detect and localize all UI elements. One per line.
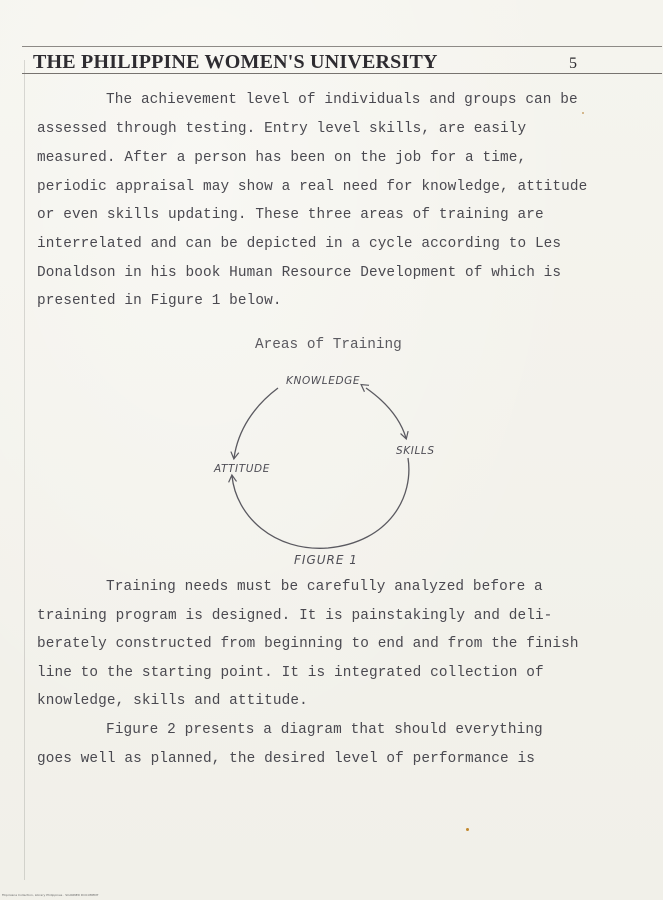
scan-footer-note: Filipiniana Collection, Library Philippines · SCANNED DOCUMENT: [2, 893, 99, 897]
margin-line: [24, 60, 25, 880]
cycle-arrow-knowledge-skills: [366, 388, 406, 438]
body-line: line to the starting point. It is integrated collection of: [37, 665, 544, 681]
body-line: training program is designed. It is painstakingly and deli-: [37, 608, 553, 624]
body-line: goes well as planned, the desired level of performance is: [37, 751, 535, 767]
body-line: The achievement level of individuals and groups can be: [106, 92, 578, 108]
figure-title: Areas of Training: [255, 337, 402, 353]
header-rule: [22, 73, 662, 74]
body-line: or even skills updating. These three areas of training are: [37, 207, 544, 223]
cycle-arrow-knowledge-attitude: [234, 388, 278, 458]
scan-speck: [582, 112, 584, 114]
training-cycle-diagram: [200, 366, 460, 576]
body-line: presented in Figure 1 below.: [37, 293, 282, 309]
body-line: Donaldson in his book Human Resource Development of which is: [37, 265, 562, 281]
body-line: knowledge, skills and attitude.: [37, 693, 308, 709]
body-line: assessed through testing. Entry level skills, are easily: [37, 121, 527, 137]
university-header: THE PHILIPPINE WOMEN'S UNIVERSITY: [33, 51, 438, 73]
body-line: measured. After a person has been on the job for a time,: [37, 150, 527, 166]
label-skills: SKILLS: [396, 445, 435, 457]
page-number: 5: [569, 55, 577, 72]
body-line: Training needs must be carefully analyzed before a: [106, 579, 543, 595]
label-knowledge: KNOWLEDGE: [286, 375, 361, 387]
body-line: interrelated and can be depicted in a cycle according to Les: [37, 236, 562, 252]
figure-caption: FIGURE 1: [294, 553, 358, 567]
label-attitude: ATTITUDE: [214, 463, 270, 475]
body-line: Figure 2 presents a diagram that should everything: [106, 722, 543, 738]
body-line: periodic appraisal may show a real need for knowledge, attitude: [37, 179, 588, 195]
body-line: berately constructed from beginning to end and from the finish: [37, 636, 579, 652]
scan-speck: [466, 828, 469, 831]
top-rule: [22, 46, 662, 47]
